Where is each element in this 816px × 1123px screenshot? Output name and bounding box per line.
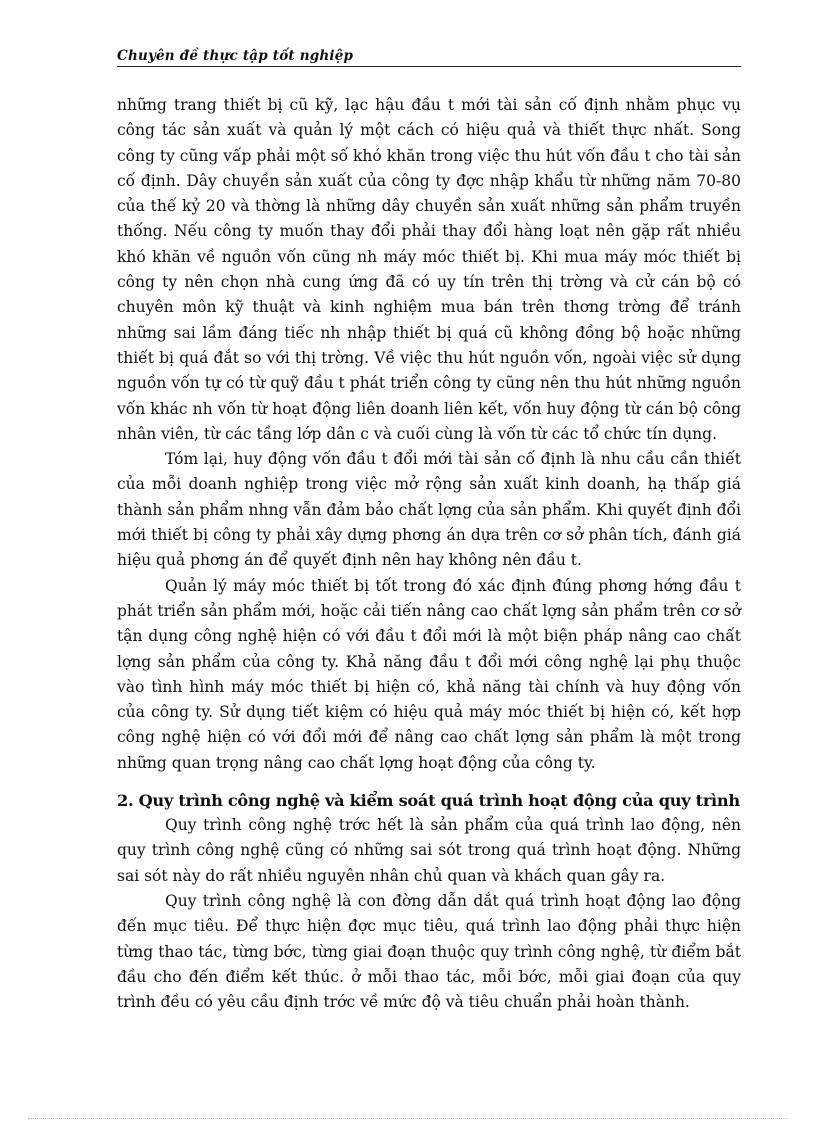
paragraph-2: Tóm lại, huy động vốn đầu t đổi mới tài sản cố định là nhu cầu cần thiết của mỗi doanh nghiệp trong việc mở rộng sản xuất kinh doanh, hạ thấp giá thành sản phẩm nhng vẫn đảm bảo chất lợng của sản phẩm. Khi quyết định đổi mới thiết bị công ty phải xây dựng phơng án dựa trên cơ sở phân tích, đánh giá hiệu quả phơng án để quyết định nên hay không nên đầu t. [117, 450, 741, 570]
header-title: Chuyên đề thực tập tốt nghiệp [117, 48, 354, 64]
paragraph-4: Quy trình công nghệ trớc hết là sản phẩm của quá trình lao động, nên quy trình công nghệ cũng có những sai sót trong quá trình hoạt động. Những sai sót này do rất nhiều nguyên nhân chủ quan và khách quan gây ra. [117, 816, 741, 885]
page-bottom-divider [28, 1118, 788, 1119]
document-body [117, 93, 741, 1015]
paragraph-1: những trang thiết bị cũ kỹ, lạc hậu đầu t mới tài sản cố định nhằm phục vụ công tác sản xuất và quản lý một cách có hiệu quả và thiết thực nhất. Song công ty cũng vấp phải một số khó khăn trong việc thu hút vốn đầu t cho tài sản cố định. Dây chuyền sản xuất của công ty đợc nhập khẩu từ những năm 70-80 của thế kỷ 20 và thờng là những dây chuyền sản xuất những sản phẩm truyền thống. Nếu công ty muốn thay đổi phải thay đổi hàng loạt nên gặp rất nhiều khó khăn về nguồn vốn cũng nh máy móc thiết bị. Khi mua máy móc thiết bị công ty nên chọn nhà cung ứng đã có uy tín trên thị trờng và cử cán bộ có chuyên môn kỹ thuật và kinh nghiệm mua bán trên thơng trờng để tránh những sai lầm đáng tiếc nh nhập thiết bị quá cũ không đồng bộ hoặc những thiết bị quá đắt so với thị trờng. Về việc thu hút nguồn vốn, ngoài việc sử dụng nguồn vốn tự có từ quỹ đầu t phát triển công ty cũng nên thu hút những nguồn vốn khác nh vốn từ hoạt động liên doanh liên kết, vốn huy động từ cán bộ công nhân viên, từ các tầng lớp dân c và cuối cùng là vốn từ các tổ chức tín dụng. [117, 96, 741, 443]
page-header [117, 47, 741, 67]
paragraph-3: Quản lý máy móc thiết bị tốt trong đó xác định đúng phơng hớng đầu t phát triển sản phẩm mới, hoặc cải tiến nâng cao chất lợng sản phẩm trên cơ sở tận dụng công nghệ hiện có với đầu t đổi mới là một biện pháp nâng cao chất lợng sản phẩm của công ty. Khả năng đầu t đổi mới công nghệ lại phụ thuộc vào tình hình máy móc thiết bị hiện có, khả năng tài chính và huy động vốn của công ty. Sử dụng tiết kiệm có hiệu quả máy móc thiết bị hiện có, kết hợp công nghệ hiện có với đổi mới để nâng cao chất lợng sản phẩm là một trong những quan trọng nâng cao chất lợng hoạt động của công ty. [117, 576, 741, 772]
paragraph-5: Quy trình công nghệ là con đờng dẫn dắt quá trình hoạt động lao động đến mục tiêu. Để thực hiện đợc mục tiêu, quá trình lao động phải thực hiện từng thao tác, từng bớc, từng giai đoạn thuộc quy trình công nghệ, từ điểm bắt đầu cho đến điểm kết thúc. ở mỗi thao tác, mỗi bớc, mỗi giai đoạn của quy trình đều có yêu cầu định trớc về mức độ và tiêu chuẩn phải hoàn thành. [117, 891, 741, 1012]
section-heading: 2. Quy trình công nghệ và kiểm soát quá trình hoạt động của quy trình [117, 791, 740, 811]
